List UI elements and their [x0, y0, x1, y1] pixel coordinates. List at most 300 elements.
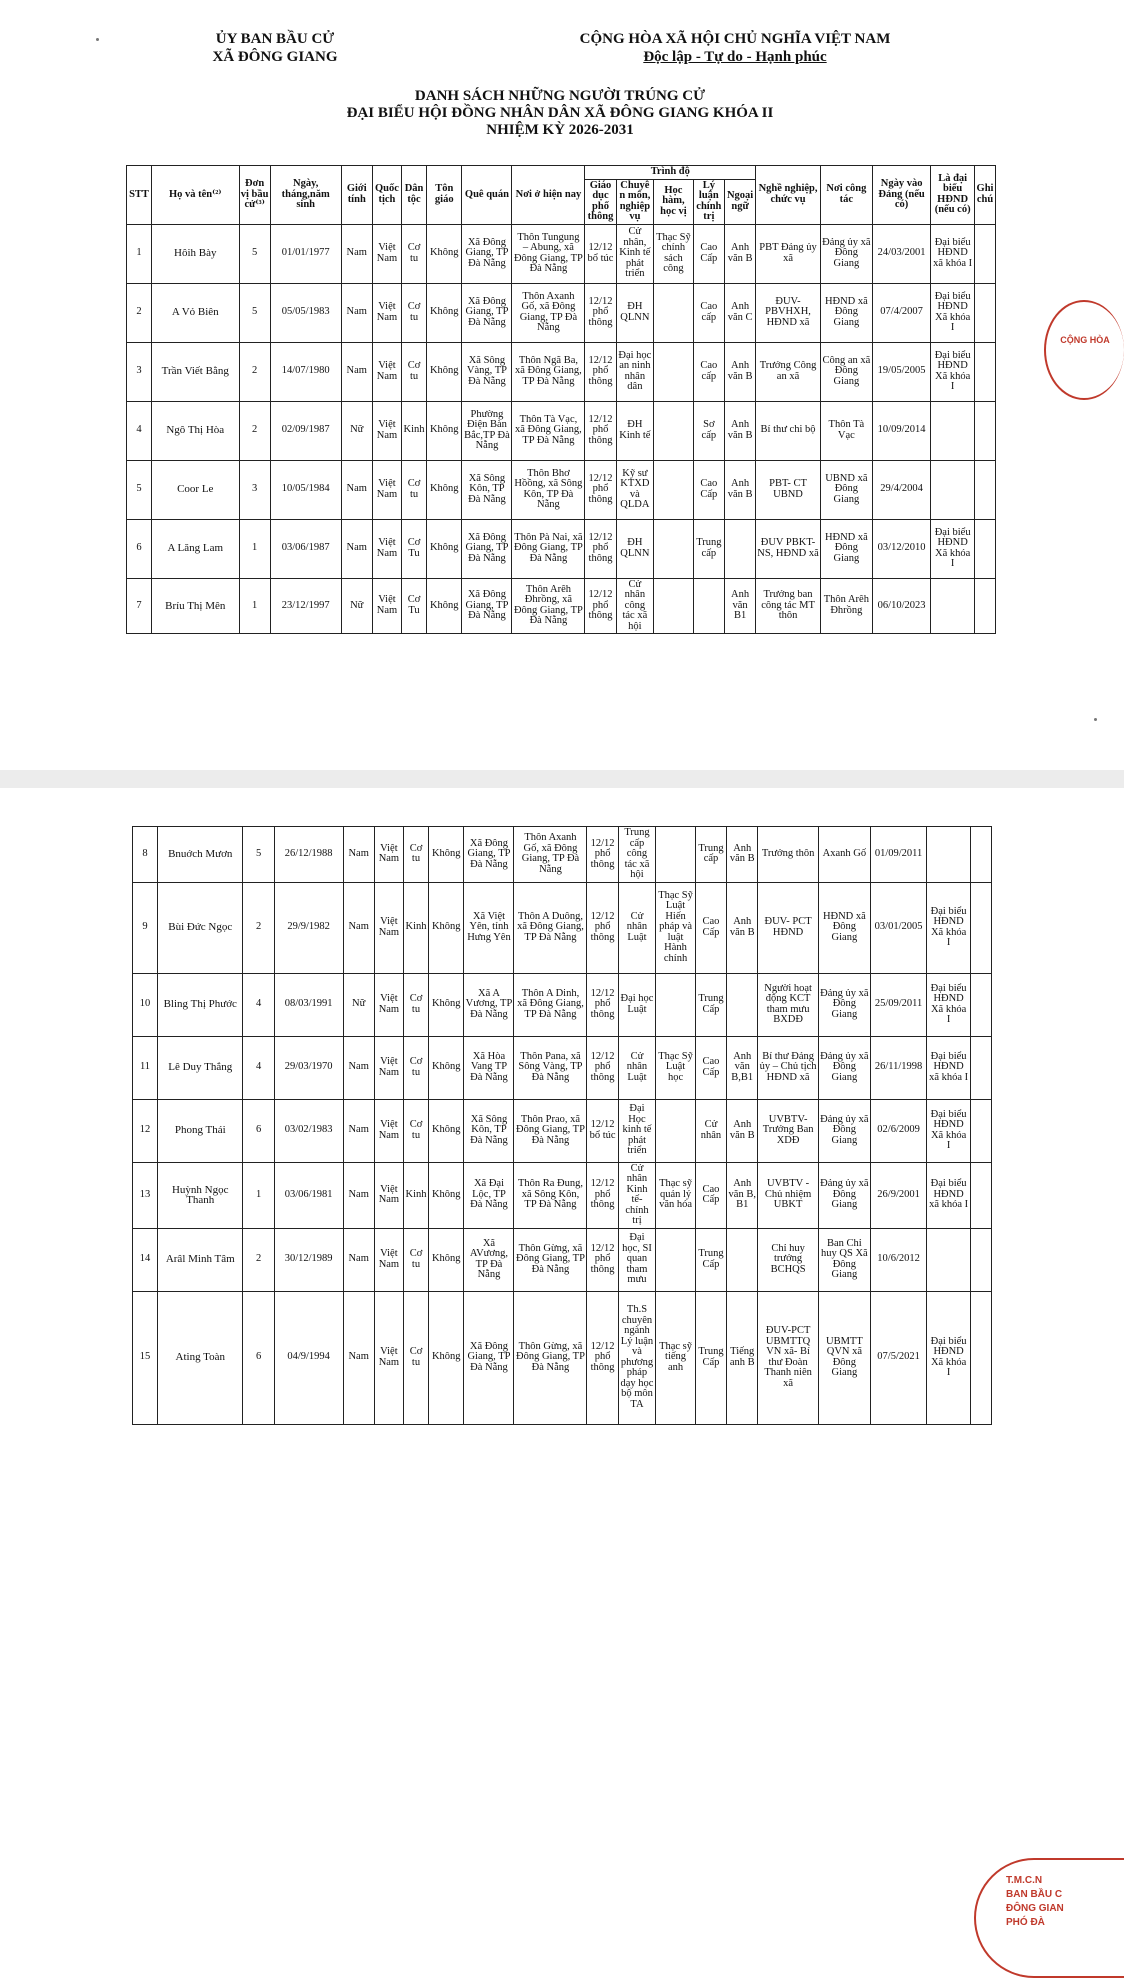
cell-degree [654, 460, 694, 519]
cell-workplace: Ban Chỉ huy QS Xã Đông Giang [818, 1228, 870, 1291]
cell-name: A Lăng Lam [152, 519, 240, 578]
cell-degree: Thạc Sỹ Luật học [656, 1036, 696, 1099]
cell-party-date: 19/05/2005 [872, 342, 930, 401]
cell-general: 12/12 phổ thông [585, 283, 616, 342]
red-seal-stamp-2 [974, 1858, 1124, 1978]
cell-stt: 11 [133, 1036, 158, 1099]
cell-dob: 14/07/1980 [270, 342, 341, 401]
cell-was-delegate [927, 1228, 971, 1291]
cell-was-delegate: Đại biểu HĐND Xã khóa I [927, 882, 971, 973]
cell-general: 12/12 phổ thông [585, 342, 616, 401]
cell-workplace: Axanh Gố [818, 827, 870, 883]
cell-job: Trưởng thôn [758, 827, 818, 883]
cell-hometown: Xã Hòa Vang TP Đà Nẵng [464, 1036, 514, 1099]
cell-residence: Thôn Ngã Ba, xã Đông Giang, TP Đà Nẵng [512, 342, 585, 401]
table-row [133, 1291, 992, 1424]
cell-residence: Thôn Ra Đung, xã Sông Kôn, TP Đà Nẵng [514, 1162, 587, 1228]
cell-hometown: Xã Đại Lộc, TP Đà Nẵng [464, 1162, 514, 1228]
cell-sex: Nam [343, 827, 374, 883]
cell-workplace: HĐND xã Đông Giang [820, 519, 872, 578]
cell-religion: Không [429, 1291, 464, 1424]
cell-unit: 6 [243, 1291, 274, 1424]
cell-stt: 7 [127, 578, 152, 634]
cell-nation: Việt Nam [374, 827, 403, 883]
national-title: CỘNG HÒA XÃ HỘI CHỦ NGHĨA VIỆT NAM [579, 31, 891, 47]
cell-name: Bnuớch Mươn [158, 827, 243, 883]
cell-nation: Việt Nam [374, 882, 403, 973]
col-edu-degree: Học hàm, học vị [654, 179, 694, 224]
cell-nation: Việt Nam [374, 1291, 403, 1424]
cell-nation: Việt Nam [372, 460, 401, 519]
table-body-1 [127, 224, 996, 634]
cell-language: Anh văn B [727, 1099, 758, 1162]
col-note: Ghi chú [975, 166, 996, 225]
cell-major: Cử nhân Luật [618, 882, 656, 973]
cell-workplace: HĐND xã Đông Giang [818, 882, 870, 973]
cell-language: Anh văn B [724, 342, 755, 401]
cell-stt: 2 [127, 283, 152, 342]
table-row [133, 1228, 992, 1291]
cell-name: Bríu Thị Mên [152, 578, 240, 634]
cell-party-date: 03/01/2005 [870, 882, 926, 973]
cell-sex: Nam [341, 342, 372, 401]
cell-politics: Cử nhân [695, 1099, 726, 1162]
cell-hometown: Phường Điện Bàn Bắc,TP Đà Nẵng [462, 401, 512, 460]
cell-unit: 3 [239, 460, 270, 519]
cell-religion: Không [427, 283, 462, 342]
red-seal-stamp [1044, 300, 1124, 400]
cell-religion: Không [427, 401, 462, 460]
cell-was-delegate: Đại biểu HĐND Xã khóa I [927, 1291, 971, 1424]
cell-party-date: 26/11/1998 [870, 1036, 926, 1099]
cell-religion: Không [429, 827, 464, 883]
cell-unit: 2 [243, 882, 274, 973]
cell-degree [654, 342, 694, 401]
cell-language [727, 1228, 758, 1291]
cell-ethnic: Cơ tu [404, 1291, 429, 1424]
cell-party-date: 24/03/2001 [872, 224, 930, 283]
table-header-row-1 [127, 166, 996, 180]
cell-job: Bí thư Đảng ủy – Chủ tịch HĐND xã [758, 1036, 818, 1099]
cell-degree [656, 1228, 696, 1291]
table-row [127, 283, 996, 342]
cell-degree [654, 283, 694, 342]
cell-stt: 4 [127, 401, 152, 460]
cell-major: ĐH QLNN [616, 283, 654, 342]
cell-sex: Nam [341, 224, 372, 283]
cell-politics: Trung cấp [695, 827, 726, 883]
cell-hometown: Xã Đông Giang, TP Đà Nẵng [462, 224, 512, 283]
cell-unit: 5 [243, 827, 274, 883]
cell-job: PBT- CT UBND [756, 460, 821, 519]
cell-job: ĐUV PBKT- NS, HĐND xã [756, 519, 821, 578]
cell-sex: Nam [343, 882, 374, 973]
document-title [230, 88, 890, 139]
cell-hometown: Xã Đông Giang, TP Đà Nẵng [464, 1291, 514, 1424]
cell-residence: Thôn Gừng, xã Đông Giang, TP Đà Nẵng [514, 1228, 587, 1291]
cell-religion: Không [427, 460, 462, 519]
cell-degree: Thạc sỹ tiếng anh [656, 1291, 696, 1424]
cell-name: Lê Duy Thắng [158, 1036, 243, 1099]
cell-general: 12/12 phổ thông [587, 827, 618, 883]
cell-hometown: Xã Đông Giang, TP Đà Nẵng [464, 827, 514, 883]
cell-degree [656, 827, 696, 883]
title-line-2: ĐẠI BIỂU HỘI ĐỒNG NHÂN DÂN XÃ ĐÔNG GIANG KHÓA II [346, 105, 774, 121]
cell-major: Cử nhân, Kinh tế phát triển [616, 224, 654, 283]
cell-workplace: UBND xã Đông Giang [820, 460, 872, 519]
cell-degree: Thạc Sỹ chính sách công [654, 224, 694, 283]
col-stt: STT [127, 166, 152, 225]
cell-religion: Không [429, 1162, 464, 1228]
national-motto: Độc lập - Tự do - Hạnh phúc [643, 49, 827, 65]
table-row [127, 224, 996, 283]
elected-delegates-table-1 [126, 165, 996, 634]
cell-general: 12/12 phổ thông [585, 519, 616, 578]
cell-dob: 29/9/1982 [274, 882, 343, 973]
cell-workplace: Công an xã Đông Giang [820, 342, 872, 401]
cell-residence: Thôn A Dinh, xã Đông Giang, TP Đà Nẵng [514, 973, 587, 1036]
cell-note [971, 1228, 992, 1291]
cell-politics: Cao Cấp [693, 460, 724, 519]
cell-hometown: Xã Sông Kôn, TP Đà Nẵng [464, 1099, 514, 1162]
cell-religion: Không [427, 224, 462, 283]
scan-speck [1094, 718, 1097, 721]
cell-nation: Việt Nam [374, 1228, 403, 1291]
cell-note [975, 460, 996, 519]
cell-religion: Không [427, 578, 462, 634]
cell-unit: 5 [239, 224, 270, 283]
cell-party-date: 10/09/2014 [872, 401, 930, 460]
table-body-2 [133, 827, 992, 1425]
cell-ethnic: Cơ tu [402, 460, 427, 519]
cell-ethnic: Cơ tu [404, 827, 429, 883]
cell-name: Trần Viết Bằng [152, 342, 240, 401]
cell-was-delegate: Đại biểu HĐND xã khóa I [927, 1036, 971, 1099]
cell-religion: Không [429, 1036, 464, 1099]
cell-religion: Không [427, 342, 462, 401]
issuer-header [150, 30, 400, 66]
cell-language [724, 519, 755, 578]
cell-workplace: HĐND xã Đông Giang [820, 283, 872, 342]
cell-workplace: Thôn Tà Vạc [820, 401, 872, 460]
table-row [127, 519, 996, 578]
col-edu-group: Trình độ [585, 166, 756, 180]
table-row [133, 1099, 992, 1162]
cell-name: Bùi Đức Ngọc [158, 882, 243, 973]
cell-major: Đại Học kinh tế phát triển [618, 1099, 656, 1162]
cell-language [727, 973, 758, 1036]
cell-hometown: Xã A Vương, TP Đà Nẵng [464, 973, 514, 1036]
cell-politics: Trung Cấp [695, 1291, 726, 1424]
cell-ethnic: Cơ tu [402, 342, 427, 401]
cell-job: UVBTV- Trưởng Ban XDĐ [758, 1099, 818, 1162]
cell-major: ĐH Kinh tế [616, 401, 654, 460]
table-row [133, 827, 992, 883]
cell-party-date: 02/6/2009 [870, 1099, 926, 1162]
cell-was-delegate [927, 827, 971, 883]
document-page-1 [0, 0, 1124, 770]
cell-unit: 2 [239, 401, 270, 460]
cell-ethnic: Cơ tu [402, 283, 427, 342]
col-religion: Tôn giáo [427, 166, 462, 225]
col-edu-politics: Lý luận chính trị [693, 179, 724, 224]
cell-ethnic: Cơ tu [404, 1036, 429, 1099]
cell-workplace: Đảng ủy xã Đông Giang [820, 224, 872, 283]
issuer-line-1: ỦY BAN BẦU CỬ [215, 31, 335, 47]
cell-stt: 13 [133, 1162, 158, 1228]
seal2-line-2: BAN BẦU C [1006, 1889, 1063, 1900]
cell-general: 12/12 phổ thông [587, 1291, 618, 1424]
cell-workplace: Đảng ủy xã Đông Giang [818, 1099, 870, 1162]
cell-nation: Việt Nam [374, 1099, 403, 1162]
col-sex: Giới tính [341, 166, 372, 225]
cell-religion: Không [429, 882, 464, 973]
cell-major: Đại học an ninh nhân dân [616, 342, 654, 401]
cell-hometown: Xã Đông Giang, TP Đà Nẵng [462, 519, 512, 578]
col-residence: Nơi ở hiện nay [512, 166, 585, 225]
cell-residence: Thôn Axanh Gố, xã Đông Giang, TP Đà Nẵng [514, 827, 587, 883]
cell-language: Anh văn B [724, 224, 755, 283]
cell-job: Bí thư chi bộ [756, 401, 821, 460]
cell-politics: Trung cấp [693, 519, 724, 578]
cell-politics: Cao Cấp [695, 882, 726, 973]
cell-party-date: 25/09/2011 [870, 973, 926, 1036]
cell-hometown: Xã AVương, TP Đà Nẵng [464, 1228, 514, 1291]
table-row [133, 882, 992, 973]
cell-stt: 1 [127, 224, 152, 283]
cell-degree: Thạc sỹ quản lý văn hóa [656, 1162, 696, 1228]
cell-sex: Nữ [341, 578, 372, 634]
cell-job: Trưởng Công an xã [756, 342, 821, 401]
col-edu-general: Giáo dục phổ thông [585, 179, 616, 224]
cell-nation: Việt Nam [374, 973, 403, 1036]
cell-sex: Nam [343, 1228, 374, 1291]
table-row [133, 1036, 992, 1099]
cell-was-delegate: Đại biểu HĐND Xã khóa I [931, 519, 975, 578]
table-row [127, 342, 996, 401]
cell-sex: Nam [341, 460, 372, 519]
cell-general: 12/12 bổ túc [585, 224, 616, 283]
col-edu-language: Ngoại ngữ [724, 179, 755, 224]
cell-dob: 26/12/1988 [274, 827, 343, 883]
cell-residence: Thôn Arêh Đhrồng, xã Đông Giang, TP Đà Nẵng [512, 578, 585, 634]
col-unit: Đơn vị bầu cử⁽³⁾ [239, 166, 270, 225]
cell-sex: Nam [341, 519, 372, 578]
cell-job: ĐUV- PCT HĐND [758, 882, 818, 973]
cell-general: 12/12 phổ thông [587, 1162, 618, 1228]
cell-unit: 4 [243, 1036, 274, 1099]
cell-name: Ating Toàn [158, 1291, 243, 1424]
cell-major: Cử nhân công tác xã hội [616, 578, 654, 634]
cell-ethnic: Cơ Tu [402, 578, 427, 634]
cell-note [971, 882, 992, 973]
cell-residence: Thôn A Duông, xã Đông Giang, TP Đà Nẵng [514, 882, 587, 973]
document-page-2 [0, 788, 1124, 1928]
cell-party-date: 01/09/2011 [870, 827, 926, 883]
issuer-line-2: XÃ ĐÔNG GIANG [212, 49, 338, 65]
cell-note [975, 578, 996, 634]
cell-politics [693, 578, 724, 634]
cell-language: Anh văn B1 [724, 578, 755, 634]
table-row [133, 973, 992, 1036]
cell-ethnic: Kinh [404, 882, 429, 973]
cell-major: ĐH QLNN [616, 519, 654, 578]
cell-language: Anh văn B,B1 [727, 1036, 758, 1099]
cell-note [975, 401, 996, 460]
cell-party-date: 06/10/2023 [872, 578, 930, 634]
page-separator [0, 770, 1124, 788]
cell-was-delegate: Đại biểu HĐND Xã khóa I [931, 283, 975, 342]
cell-unit: 1 [239, 578, 270, 634]
cell-unit: 2 [243, 1228, 274, 1291]
cell-was-delegate: Đại biểu HĐND Xã khóa I [931, 342, 975, 401]
cell-sex: Nam [341, 283, 372, 342]
cell-name: Huỳnh Ngọc Thanh [158, 1162, 243, 1228]
cell-dob: 03/06/1987 [270, 519, 341, 578]
cell-job: ĐUV- PBVHXH, HĐND xã [756, 283, 821, 342]
cell-sex: Nam [343, 1036, 374, 1099]
cell-religion: Không [429, 1099, 464, 1162]
cell-religion: Không [429, 1228, 464, 1291]
cell-dob: 04/9/1994 [274, 1291, 343, 1424]
cell-dob: 08/03/1991 [274, 973, 343, 1036]
cell-religion: Không [427, 519, 462, 578]
cell-dob: 05/05/1983 [270, 283, 341, 342]
cell-general: 12/12 phổ thông [587, 882, 618, 973]
cell-residence: Thôn Tungung – Abung, xã Đông Giang, TP Đà Nẵng [512, 224, 585, 283]
cell-was-delegate: Đại biểu HĐND xã khóa I [931, 224, 975, 283]
cell-hometown: Xã Đông Giang, TP Đà Nẵng [462, 578, 512, 634]
cell-major: Kỹ sư KTXD và QLDA [616, 460, 654, 519]
cell-general: 12/12 phổ thông [587, 1228, 618, 1291]
cell-note [975, 283, 996, 342]
elected-delegates-table-2 [132, 826, 992, 1425]
cell-stt: 14 [133, 1228, 158, 1291]
cell-note [971, 1291, 992, 1424]
national-header [520, 30, 950, 66]
cell-dob: 01/01/1977 [270, 224, 341, 283]
cell-stt: 3 [127, 342, 152, 401]
cell-job: PBT Đảng ủy xã [756, 224, 821, 283]
table-row [133, 1162, 992, 1228]
cell-sex: Nam [343, 1291, 374, 1424]
cell-hometown: Xã Đông Giang, TP Đà Nẵng [462, 283, 512, 342]
cell-note [975, 224, 996, 283]
cell-general: 12/12 phổ thông [585, 578, 616, 634]
seal2-line-3: ĐÔNG GIAN [1006, 1903, 1064, 1914]
col-nation: Quốc tịch [372, 166, 401, 225]
cell-hometown: Xã Sông Vàng, TP Đà Nẵng [462, 342, 512, 401]
cell-politics: Cao Cấp [693, 224, 724, 283]
cell-ethnic: Cơ tu [404, 1099, 429, 1162]
cell-major: Cử nhân Kinh tế- chính trị [618, 1162, 656, 1228]
cell-major: Đại học, SI quan tham mưu [618, 1228, 656, 1291]
cell-residence: Thôn Tà Vạc, xã Đông Giang, TP Đà Nẵng [512, 401, 585, 460]
cell-name: Ngô Thị Hòa [152, 401, 240, 460]
cell-politics: Trung Cấp [695, 973, 726, 1036]
cell-language: Anh văn B [724, 401, 755, 460]
cell-general: 12/12 phổ thông [585, 401, 616, 460]
col-name: Họ và tên⁽²⁾ [152, 166, 240, 225]
cell-language: Anh văn C [724, 283, 755, 342]
seal2-line-4: PHÓ ĐÀ [1006, 1917, 1045, 1928]
cell-residence: Thôn Gừng, xã Đông Giang, TP Đà Nẵng [514, 1291, 587, 1424]
cell-major: Th.S chuyên ngành Lý luận và phương pháp dạy học bộ môn TA [618, 1291, 656, 1424]
cell-nation: Việt Nam [372, 578, 401, 634]
cell-hometown: Xã Sông Kôn, TP Đà Nẵng [462, 460, 512, 519]
scan-speck [96, 38, 99, 41]
cell-note [971, 1036, 992, 1099]
table-row [127, 401, 996, 460]
cell-sex: Nữ [341, 401, 372, 460]
cell-stt: 6 [127, 519, 152, 578]
col-hometown: Quê quán [462, 166, 512, 225]
cell-dob: 29/03/1970 [274, 1036, 343, 1099]
cell-dob: 10/05/1984 [270, 460, 341, 519]
cell-stt: 10 [133, 973, 158, 1036]
cell-sex: Nam [343, 1162, 374, 1228]
cell-major: Cử nhân Luật [618, 1036, 656, 1099]
cell-language: Tiếng anh B [727, 1291, 758, 1424]
cell-residence: Thôn Pà Nai, xã Đông Giang, TP Đà Nẵng [512, 519, 585, 578]
cell-workplace: Đảng ủy xã Đông Giang [818, 1036, 870, 1099]
cell-sex: Nữ [343, 973, 374, 1036]
cell-workplace: Thôn Arêh Đhrồng [820, 578, 872, 634]
cell-politics: Trung Cấp [695, 1228, 726, 1291]
cell-note [975, 519, 996, 578]
cell-ethnic: Cơ tu [402, 224, 427, 283]
cell-residence: Thôn Pana, xã Sông Vàng, TP Đà Nẵng [514, 1036, 587, 1099]
cell-general: 12/12 phổ thông [585, 460, 616, 519]
cell-note [971, 973, 992, 1036]
table-row [127, 578, 996, 634]
col-edu-major: Chuyên môn, nghiệp vụ [616, 179, 654, 224]
cell-major: Trung cấp công tác xã hội [618, 827, 656, 883]
title-line-1: DANH SÁCH NHỮNG NGƯỜI TRÚNG CỬ [414, 88, 706, 104]
cell-nation: Việt Nam [372, 401, 401, 460]
cell-general: 12/12 phổ thông [587, 1036, 618, 1099]
cell-ethnic: Kinh [402, 401, 427, 460]
cell-unit: 5 [239, 283, 270, 342]
cell-stt: 12 [133, 1099, 158, 1162]
cell-party-date: 10/6/2012 [870, 1228, 926, 1291]
cell-workplace: Đảng ủy xã Đông Giang [818, 973, 870, 1036]
cell-job: Người hoạt động KCT tham mưu BXDĐ [758, 973, 818, 1036]
cell-religion: Không [429, 973, 464, 1036]
cell-nation: Việt Nam [372, 519, 401, 578]
cell-name: Hôih Bày [152, 224, 240, 283]
cell-dob: 30/12/1989 [274, 1228, 343, 1291]
cell-language: Anh văn B [727, 827, 758, 883]
cell-nation: Việt Nam [372, 283, 401, 342]
cell-note [975, 342, 996, 401]
cell-degree [656, 973, 696, 1036]
cell-note [971, 827, 992, 883]
cell-party-date: 26/9/2001 [870, 1162, 926, 1228]
cell-politics: Cao Cấp [695, 1036, 726, 1099]
cell-was-delegate [931, 578, 975, 634]
cell-dob: 03/06/1981 [274, 1162, 343, 1228]
cell-hometown: Xã Việt Yên, tỉnh Hưng Yên [464, 882, 514, 973]
col-ethnic: Dân tộc [402, 166, 427, 225]
cell-was-delegate: Đại biểu HĐND Xã khóa I [927, 973, 971, 1036]
cell-dob: 23/12/1997 [270, 578, 341, 634]
cell-job: UVBTV - Chủ nhiệm UBKT [758, 1162, 818, 1228]
cell-sex: Nam [343, 1099, 374, 1162]
cell-degree [656, 1099, 696, 1162]
cell-job: Chỉ huy trưởng BCHQS [758, 1228, 818, 1291]
col-party-date: Ngày vào Đảng (nếu có) [872, 166, 930, 225]
